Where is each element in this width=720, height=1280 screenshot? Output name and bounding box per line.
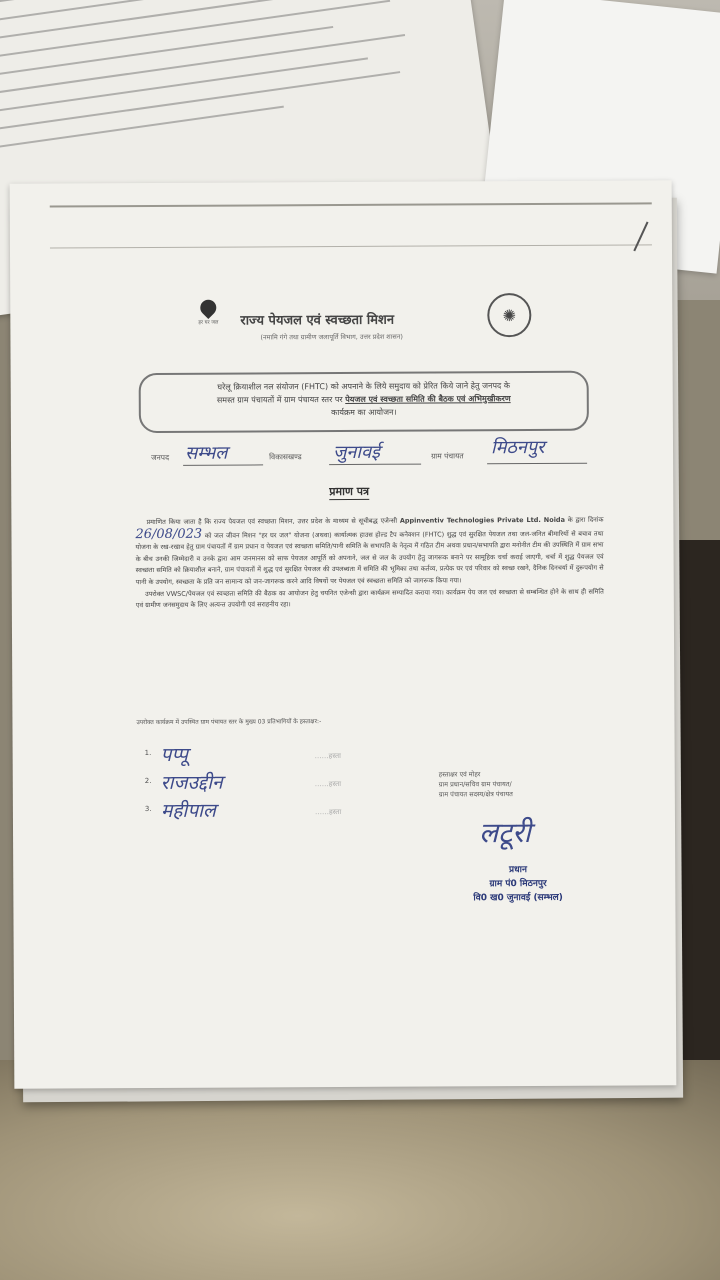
sign-label-1: हस्ताक्षर एवं मोहर [438, 770, 481, 779]
sig-number: 1. [144, 749, 152, 758]
top-rule [50, 202, 652, 207]
district-label: जनपद [151, 452, 170, 463]
agency-name: Appinventiv Technologies Private Ltd. Noida [399, 515, 565, 525]
pradhan-stamp [473, 863, 563, 905]
stamp-line-2: ग्राम पं0 मिठनपुर [489, 878, 547, 890]
headline-line2b: पेयजल एवं स्वच्छता समिति की बैठक एवं अभिमुखीकरण [345, 394, 511, 404]
headline-line1: घरेलू क्रियाशील नल संयोजन (FHTC) को अपनाने के लिये समुदाय को प्रेरित किये जाने हेतु जनपद के [217, 381, 511, 392]
para1-mid: के द्वारा दिनांक [564, 515, 604, 524]
panchayat-label: ग्राम पंचायत [431, 451, 464, 461]
stamp-line-3: वि0 ख0 जुनावई (सम्भल) [473, 892, 563, 904]
sig-dots: ……हस्ता [314, 780, 342, 789]
sig-number: 3. [144, 805, 152, 814]
para1-rest: को जल जीवन मिशन "हर घर जल" योजना (अथवा) कार्यात्मक हाउस होल्ड टैप कनेक्शन (FHTC) शुद्ध एवं सुरक्षित पेयजल तथा जल-जनित बीमारियों से बचाव तथा योजना के रख-रखाव हेतु ग्राम पंचायतों में ग्राम प्रधान व पेयजल एवं स्वच्छता समिति/पानी समिति के सभापति के नेतृत्व में गठित टीम अथवा प्रधान/सभापति द्वारा मनोनीत टीम की उपस्थिति में ग्राम सभा के बीच उनकी जिम्मेदारी व उनके द्वारा आम जनमानस को साफ पेयजल आपूर्ति को अपनाने, जल से जल के उपयोग हेतु जागरूक बनाने पर सामूहिक चर्चा कराई जाएगी, चर्चा में शुद्ध पेयजल एवं स्वच्छता समिति को क्रियाशील बनाने, ग्राम पंचायतों में शुद्ध एवं सुरक्षित पेयजल की उपलब्धता में समिति की भूमिका तथा कर्तव्य, प्रत्येक घर एवं परिवार को स्वच्छ रखने, दैनिक दिनचर्या में दुरूपयोग से पानी के उपयोग, स्वच्छता के प्रति जन सामान्य को जन-जागरूक करने आदि विषयों पर पेयजल एवं स्वच्छता समिति को जागरूक किया गया। [135, 529, 604, 587]
participant-signature: महीपाल [160, 799, 216, 822]
headline-line2a: समस्त ग्राम पंचायतों में ग्राम पंचायत स्तर पर [216, 394, 346, 405]
pen-mark [633, 221, 648, 251]
list-item [145, 798, 385, 827]
block-label: विकासखण्ड [269, 452, 302, 462]
sign-label-3: ग्राम पंचायत सदस्य/क्षेत्र पंचायत [438, 790, 513, 799]
panchayat-value: मिठनपुर [490, 436, 545, 459]
top-rule-2 [50, 244, 652, 248]
participant-signature: राजउद्दीन [160, 771, 223, 794]
participant-signature: पप्पू [160, 743, 189, 766]
program-headline [139, 371, 589, 433]
sig-dots: ……हस्ता [314, 752, 341, 761]
block-value: जुनावई [332, 441, 380, 464]
logo-left-text: हर घर जल [198, 319, 219, 326]
official-sign-block [439, 769, 513, 799]
certificate-page [10, 180, 677, 1088]
district-value: सम्भल [184, 442, 228, 464]
headline-line3: कार्यक्रम का आयोजन। [331, 407, 397, 418]
para2: उपरोक्त VWSC/पेयजल एवं स्वच्छता समिति की बैठक का आयोजन हेतु चयनित एजेन्सी द्वारा कार्यक्रम सम्पादित कराया गया। कार्यक्रम पेय जल एवं स्वच्छता से सम्बन्धित होने के साथ ही समिति एवं ग्रामीण जनसमुदाय के लिए अत्यन्त उपयोगी एवं सराहनीय रहा। [135, 587, 604, 610]
mission-subtitle: (नमामि गंगे तथा ग्रामीण जलापूर्ति विभाग, उत्तर प्रदेश शासन) [260, 332, 403, 342]
para1-start: प्रमाणित किया जाता है कि राज्य पेयजल एवं स्वच्छता मिशन, उत्तर प्रदेश के माध्यम से सूचीबद्ध एजेन्सी [146, 516, 400, 527]
har-ghar-jal-logo-icon [188, 300, 228, 338]
participant-signatures [145, 742, 385, 827]
sign-label-2: ग्राम प्रधान/सचिव ग्राम पंचायत/ [438, 780, 512, 789]
certificate-paragraph-2 [136, 586, 604, 612]
sig-dots: ……हस्ता [314, 808, 342, 817]
stamp-line-1: प्रधान [508, 865, 527, 876]
certificate-body [135, 515, 603, 612]
list-item [145, 742, 385, 771]
certificate-title: प्रमाण पत्र [329, 484, 370, 499]
certificate-paragraph-1 [135, 515, 603, 589]
program-date: 26/08/023 [135, 526, 203, 542]
sig-number: 2. [144, 777, 152, 786]
up-govt-seal-icon: ✺ [487, 293, 531, 337]
signatories-intro: उपरोक्त कार्यक्रम में उपस्थित ग्राम पंचायत स्तर के मुख्य 03 प्रतिभागियों के हस्ताक्षर:- [136, 718, 322, 727]
pradhan-signature: लटूरी [478, 816, 531, 850]
mission-title: राज्य पेयजल एवं स्वच्छता मिशन [240, 312, 395, 329]
list-item [145, 770, 385, 799]
